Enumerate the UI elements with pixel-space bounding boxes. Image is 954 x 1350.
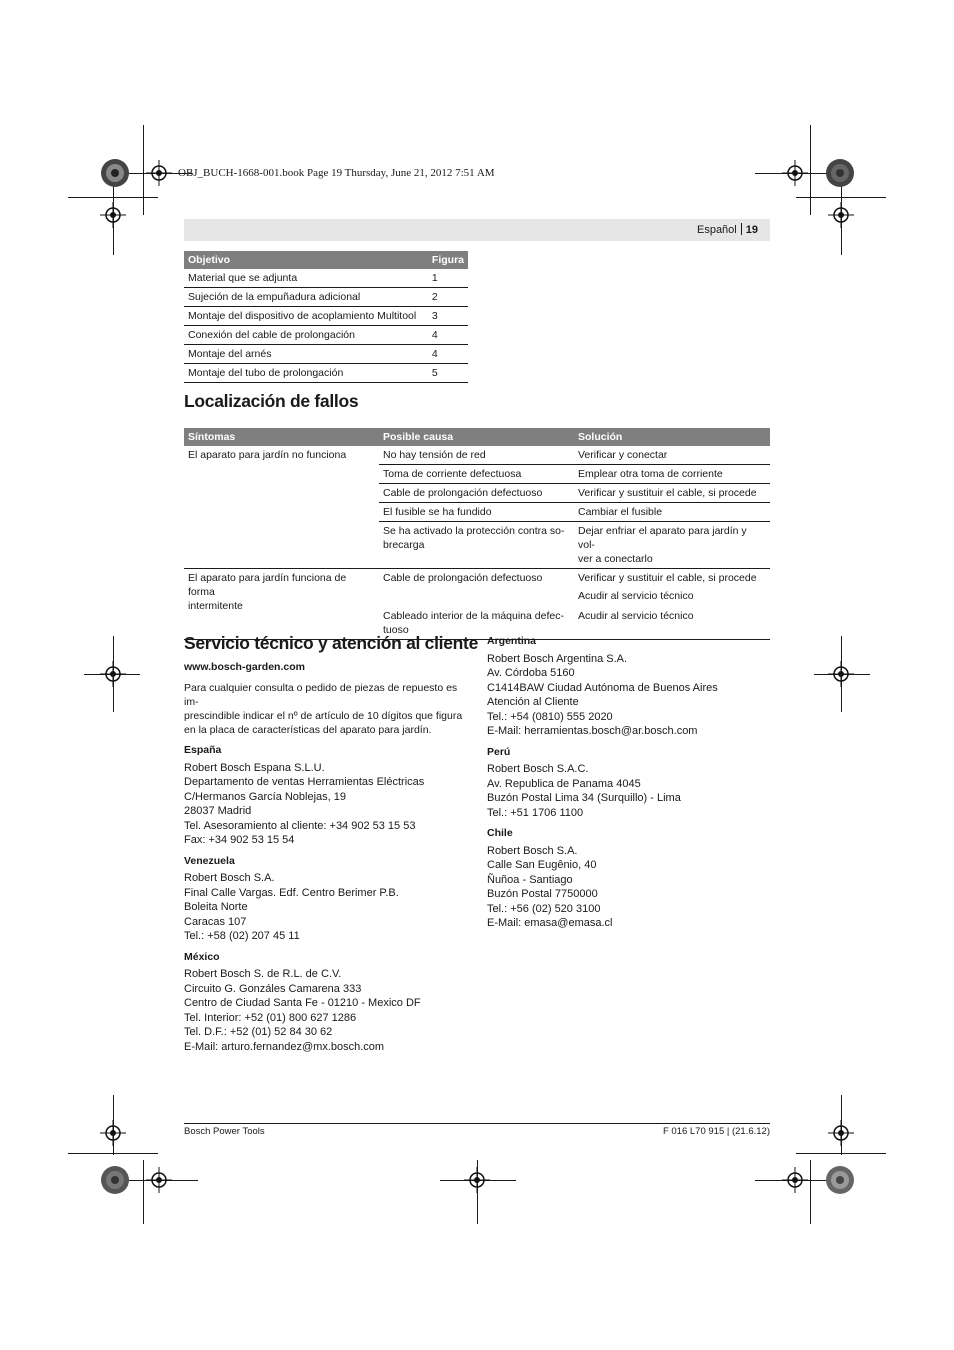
objective-cell: Montaje del tubo de prolongación (184, 364, 428, 383)
crosshair-icon (828, 1120, 854, 1146)
header-language: Español (696, 224, 737, 236)
objective-cell: Montaje del arnés (184, 345, 428, 364)
crosshair-icon (146, 1167, 172, 1193)
solution-cell: Dejar enfriar el aparato para jardín y vol- ver a conectarlo (574, 522, 770, 569)
figure-cell: 3 (428, 307, 468, 326)
address-block (184, 761, 474, 848)
service-left-column (184, 660, 474, 1054)
cause-cell: Se ha activado la protección contra so- brecarga (379, 522, 574, 569)
symptom-cell: El aparato para jardín no funciona (184, 446, 379, 569)
address-line: Final Calle Vargas. Edf. Centro Berimer P.B. (184, 886, 399, 899)
cause-cell: No hay tensión de red (379, 446, 574, 465)
address-block (487, 652, 777, 739)
address-line: Departamento de ventas Herramientas Eléctricas (184, 776, 425, 789)
faults-title: Localización de fallos (184, 391, 359, 411)
registration-mark-icon (100, 158, 130, 188)
address-line: Tel.: +54 (0810) 555 2020 (487, 710, 613, 723)
page-number: 19 (745, 224, 758, 236)
symptoms-header: Síntomas (184, 428, 379, 446)
country-heading: México (184, 950, 220, 963)
table-row (184, 269, 468, 288)
address-line[interactable]: E-Mail: emasa@emasa.cl (487, 917, 613, 929)
solution-cell: Emplear otra toma de corriente (574, 465, 770, 484)
print-info: OBJ_BUCH-1668-001.book Page 19 Thursday, June 21, 2012 7:51 AM (178, 167, 495, 179)
cause-cell: Cable de prolongación defectuoso (379, 484, 574, 503)
crosshair-icon (100, 1120, 126, 1146)
address-line: Tel.: +56 (02) 520 3100 (487, 902, 601, 915)
address-line: C1414BAW Ciudad Autónoma de Buenos Aires (487, 681, 718, 694)
solution-cell: Cambiar el fusible (574, 503, 770, 522)
address-line: Caracas 107 (184, 915, 247, 928)
address-line: Robert Bosch Espana S.L.U. (184, 761, 325, 774)
address-block (184, 871, 474, 944)
registration-mark-icon (825, 1165, 855, 1195)
address-line: 28037 Madrid (184, 805, 252, 818)
address-line: Av. Córdoba 5160 (487, 667, 575, 679)
registration-mark-icon (825, 158, 855, 188)
service-intro: Para cualquier consulta o pedido de piezas de repuesto es im- prescindible indicar el nº de artículo de 10 dígitos que figura en la placa de características del aparato para jardín. (184, 681, 463, 737)
objective-cell: Conexión del cable de prolongación (184, 326, 428, 345)
address-line: Av. Republica de Panama 4045 (487, 777, 641, 790)
page-header (184, 219, 770, 241)
country-heading: Perú (487, 745, 511, 758)
address-line: Circuito G. Gonzáles Camarena 333 (184, 982, 362, 995)
address-line: Tel.: +58 (02) 207 45 11 (184, 930, 300, 943)
registration-mark-icon (100, 1165, 130, 1195)
figure-cell: 2 (428, 288, 468, 307)
address-line: Robert Bosch S.A.C. (487, 763, 589, 775)
address-line: Robert Bosch S.A. (487, 844, 578, 857)
table-row (184, 345, 468, 364)
country-heading: Argentina (487, 635, 537, 647)
solution-cell: Verificar y sustituir el cable, si procede (574, 484, 770, 503)
footer-brand: Bosch Power Tools (184, 1126, 265, 1137)
cause-cell: Cableado interior de la máquina defec- tuoso (379, 607, 574, 640)
cause-header: Posible causa (379, 428, 574, 446)
objective-cell: Montaje del dispositivo de acoplamiento Multitool (184, 307, 428, 326)
crosshair-icon (782, 1167, 808, 1193)
address-line: Centro de Ciudad Santa Fe - 01210 - Mexico DF (184, 997, 421, 1010)
address-block (487, 762, 777, 820)
website-link[interactable]: www.bosch-garden.com (184, 661, 305, 673)
address-line: Buzón Postal Lima 34 (Surquillo) - Lima (487, 792, 681, 804)
figure-cell: 4 (428, 326, 468, 345)
crosshair-icon (782, 160, 808, 186)
address-block (487, 844, 777, 931)
address-line: Tel. Asesoramiento al cliente: +34 902 53 15 53 (184, 819, 416, 832)
table-row (184, 446, 770, 465)
address-line: Tel. D.F.: +52 (01) 52 84 30 62 (184, 1026, 333, 1039)
objective-cell: Material que se adjunta (184, 269, 428, 288)
crosshair-icon (464, 1167, 490, 1193)
cause-cell: El fusible se ha fundido (379, 503, 574, 522)
crosshair-icon (100, 661, 126, 687)
crosshair-icon (146, 160, 172, 186)
solution-cell: Acudir al servicio técnico (574, 607, 770, 640)
objective-table (184, 251, 468, 383)
figure-cell: 5 (428, 364, 468, 383)
address-line[interactable]: E-Mail: arturo.fernandez@mx.bosch.com (184, 1040, 385, 1053)
service-title: Servicio técnico y atención al cliente (184, 633, 478, 653)
address-line: Robert Bosch Argentina S.A. (487, 652, 628, 665)
objective-header: Objetivo (184, 251, 428, 269)
address-line: Boleita Norte (184, 901, 248, 914)
figure-cell: 4 (428, 345, 468, 364)
table-row (184, 288, 468, 307)
cause-cell: Toma de corriente defectuosa (379, 465, 574, 484)
crosshair-icon (828, 661, 854, 687)
cause-cell: Cable de prolongación defectuoso (383, 572, 543, 584)
address-line: Tel.: +51 1706 1100 (487, 806, 584, 819)
solution-header: Solución (574, 428, 770, 446)
crosshair-icon (828, 202, 854, 228)
address-line: Atención al Cliente (487, 696, 579, 708)
table-row (184, 569, 770, 608)
country-heading: Venezuela (184, 854, 235, 867)
faults-table (184, 428, 770, 640)
address-line: Robert Bosch S. de R.L. de C.V. (184, 968, 342, 981)
address-line[interactable]: E-Mail: herramientas.bosch@ar.bosch.com (487, 725, 698, 737)
country-heading: Chile (487, 827, 513, 839)
footer-code: F 016 L70 915 | (21.6.12) (662, 1126, 770, 1137)
objective-cell: Sujeción de la empuñadura adicional (184, 288, 428, 307)
solution-cell: Verificar y sustituir el cable, si procede Acudir al servicio técnico (578, 572, 757, 602)
footer-divider (184, 1123, 770, 1124)
address-line: Ñuñoa - Santiago (487, 873, 573, 886)
address-line: Fax: +34 902 53 15 54 (184, 834, 295, 847)
address-block (184, 967, 474, 1054)
solution-cell: Verificar y conectar (574, 446, 770, 465)
address-line: C/Hermanos García Noblejas, 19 (184, 790, 347, 803)
table-row (184, 326, 468, 345)
symptom-cell: El aparato para jardín funciona de forma intermitente (184, 569, 379, 640)
country-heading: España (184, 744, 222, 757)
table-row (184, 307, 468, 326)
address-line: Buzón Postal 7750000 (487, 888, 598, 900)
address-line: Tel. Interior: +52 (01) 800 627 1286 (184, 1011, 357, 1024)
figure-header: Figura (428, 251, 468, 269)
address-line: Robert Bosch S.A. (184, 872, 275, 885)
figure-cell: 1 (428, 269, 468, 288)
table-row (184, 364, 468, 383)
address-line: Calle San Eugênio, 40 (487, 859, 597, 871)
service-right-column (487, 628, 777, 931)
crosshair-icon (100, 202, 126, 228)
